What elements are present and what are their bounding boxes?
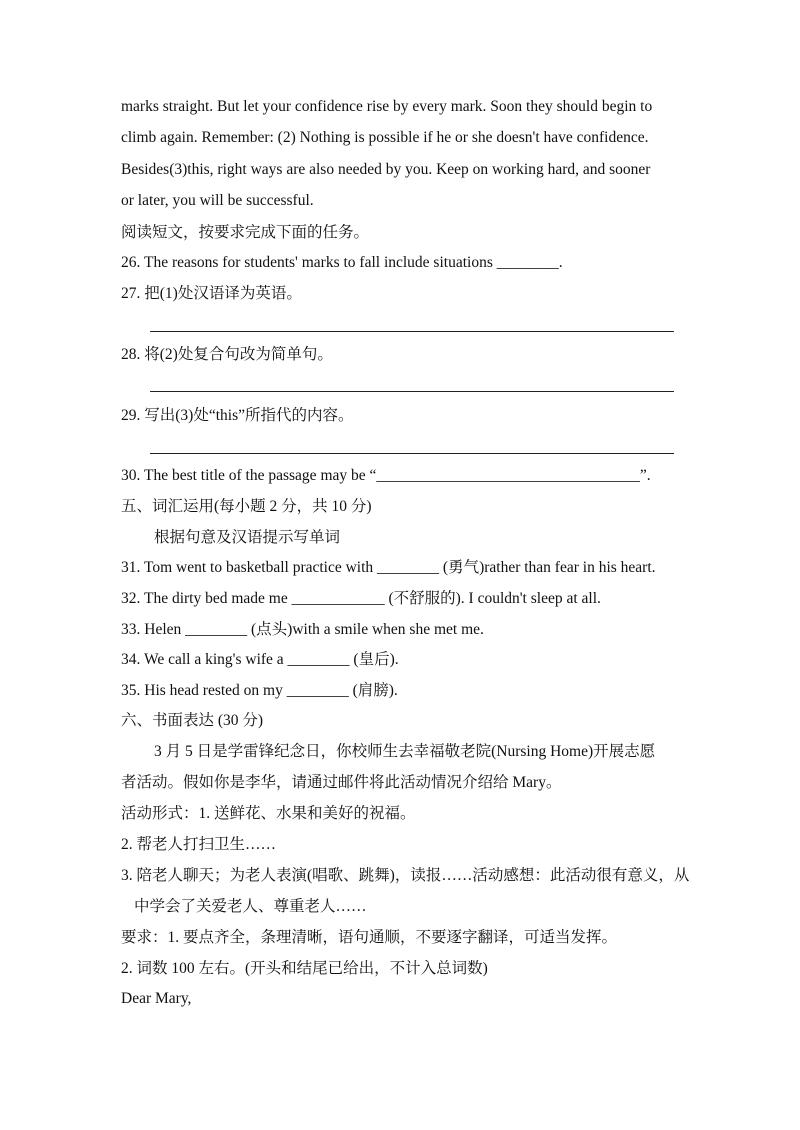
vocab-item-34: 34. We call a king's wife a ________ (皇后). [121,651,399,668]
question-29: 29. 写出(3)处“this”所指代的内容。 [121,407,354,424]
writing-requirement-2: 2. 词数 100 左右。(开头和结尾已给出，不计入总词数) [121,960,488,977]
answer-line-27 [150,331,674,332]
vocab-item-31: 31. Tom went to basketball practice with ________ (勇气)rather than fear in his heart. [121,559,656,576]
vocab-instruction: 根据句意及汉语提示写单词 [154,529,341,546]
writing-prompt-line-2: 者活动。假如你是李华，请通过邮件将此活动情况介绍给 Mary。 [121,774,562,791]
vocab-item-35: 35. His head rested on my ________ (肩膀). [121,682,398,699]
writing-activity-3-continued: 中学会了关爱老人、尊重老人…… [134,898,367,915]
question-27: 27. 把(1)处汉语译为英语。 [121,285,302,302]
vocab-section-heading: 五、词汇运用(每小题 2 分，共 10 分) [121,498,372,515]
writing-activity-2: 2. 帮老人打扫卫生…… [121,836,277,853]
passage-line-1: marks straight. But let your confidence rise by every mark. Soon they should begin to [121,98,653,115]
passage-line-4: or later, you will be successful. [121,192,314,209]
question-26: 26. The reasons for students' marks to fall include situations ________. [121,254,563,271]
vocab-item-33: 33. Helen ________ (点头)with a smile when she met me. [121,621,484,638]
answer-line-28 [150,391,674,392]
passage-line-3: Besides(3)this, right ways are also needed by you. Keep on working hard, and sooner [121,161,651,178]
question-30: 30. The best title of the passage may be “__________________________________”. [121,467,651,484]
reading-task-instruction: 阅读短文，按要求完成下面的任务。 [121,224,370,241]
writing-activity-3: 3. 陪老人聊天；为老人表演(唱歌、跳舞)，读报……活动感想：此活动很有意义，从 [121,867,690,884]
vocab-item-32: 32. The dirty bed made me ____________ (不舒服的). I couldn't sleep at all. [121,590,601,607]
writing-prompt-line-1: 3 月 5 日是学雷锋纪念日，你校师生去幸福敬老院(Nursing Home)开展志愿 [154,743,656,760]
writing-section-heading: 六、书面表达 (30 分) [121,712,264,729]
letter-salutation: Dear Mary, [121,990,192,1007]
writing-requirement-1: 要求：1. 要点齐全，条理清晰，语句通顺，不要逐字翻译，可适当发挥。 [121,929,618,946]
passage-line-2: climb again. Remember: (2) Nothing is possible if he or she doesn't have confidence. [121,129,649,146]
writing-activity-1: 活动形式：1. 送鲜花、水果和美好的祝福。 [121,805,416,822]
answer-line-29 [150,453,674,454]
question-28: 28. 将(2)处复合句改为简单句。 [121,346,333,363]
